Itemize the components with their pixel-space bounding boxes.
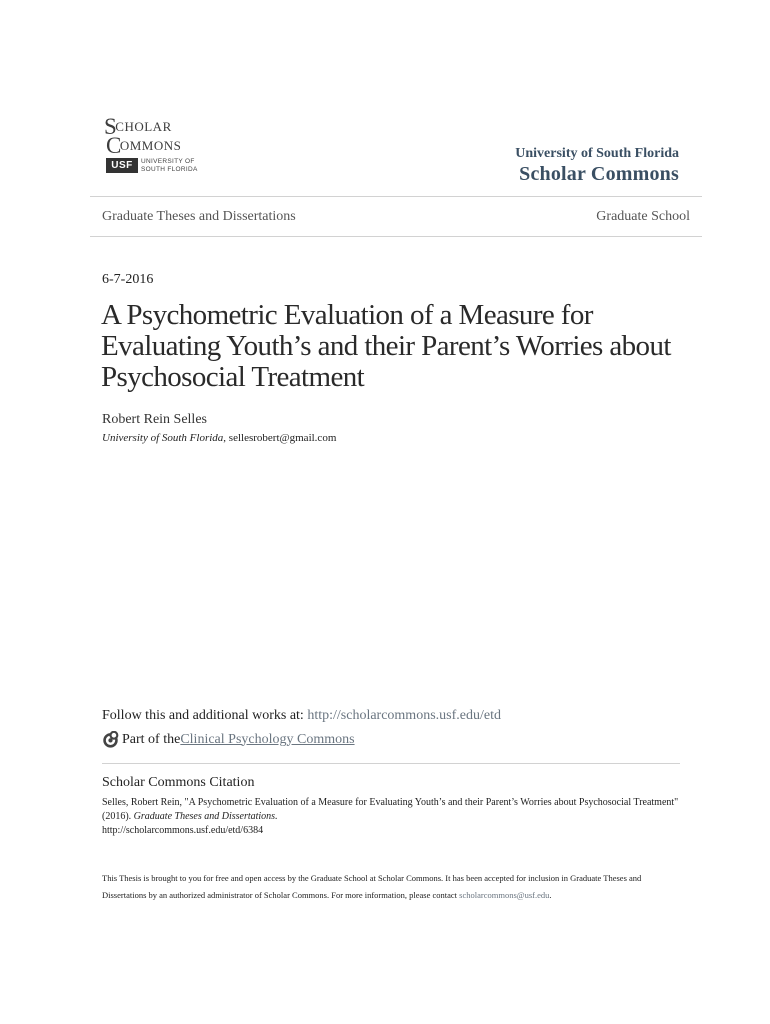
follow-label: Follow this and additional works at: xyxy=(102,708,308,723)
logo-line-scholar: SCHOLAR xyxy=(104,114,172,139)
author-name: Robert Rein Selles xyxy=(102,412,207,427)
header-divider-bottom xyxy=(90,236,702,237)
nav-link-theses[interactable]: Graduate Theses and Dissertations xyxy=(102,209,296,224)
document-title: A Psychometric Evaluation of a Measure for Evaluating Youth’s and their Parent’s Worries about Psychosocial Treatment xyxy=(101,299,671,393)
institution-name[interactable]: University of South Florida xyxy=(515,146,679,161)
citation-text xyxy=(102,796,682,838)
part-of-line xyxy=(102,731,355,748)
nav-link-graduate-school[interactable]: Graduate School xyxy=(596,209,690,224)
usf-badge: USF xyxy=(106,158,138,173)
clinical-psychology-commons-link[interactable]: Clinical Psychology Commons xyxy=(180,731,355,747)
author-affiliation xyxy=(102,432,336,444)
author-email: , sellesrobert@gmail.com xyxy=(223,432,337,444)
logo-line-commons: COMMONS xyxy=(106,133,182,158)
citation-url[interactable]: http://scholarcommons.usf.edu/etd/6384 xyxy=(102,825,264,836)
header-divider-top xyxy=(90,196,702,197)
etd-link[interactable]: http://scholarcommons.usf.edu/etd xyxy=(307,708,501,723)
citation-plain: Selles, Robert Rein, "A Psychometric Evaluation of a Measure for Evaluating Youth’s and their Parent’s Worries about Psychosocial Treatment" (2016). xyxy=(102,797,679,822)
part-of-label: Part of the xyxy=(122,731,181,747)
access-note xyxy=(102,870,677,904)
contact-email-link[interactable]: scholarcommons@usf.edu xyxy=(459,890,550,900)
affiliation-name: University of South Florida xyxy=(102,432,224,444)
network-icon xyxy=(102,731,119,748)
scholar-commons-logo[interactable] xyxy=(104,113,204,179)
repository-name[interactable]: Scholar Commons xyxy=(519,163,679,185)
follow-line xyxy=(102,708,501,724)
citation-series: Graduate Theses and Dissertations. xyxy=(133,811,278,822)
access-note-end: . xyxy=(549,890,552,900)
publication-date: 6-7-2016 xyxy=(102,272,154,287)
usf-university-text: UNIVERSITY OF SOUTH FLORIDA xyxy=(141,158,198,173)
citation-divider xyxy=(102,763,680,764)
access-note-text: This Thesis is brought to you for free and open access by the Graduate School at Scholar Commons. It has been accepted for inclusion in Graduate Theses and Dissertations by an authorized administrator of Scholar Commons. For more information, please contact xyxy=(102,873,642,900)
citation-heading: Scholar Commons Citation xyxy=(102,775,255,790)
